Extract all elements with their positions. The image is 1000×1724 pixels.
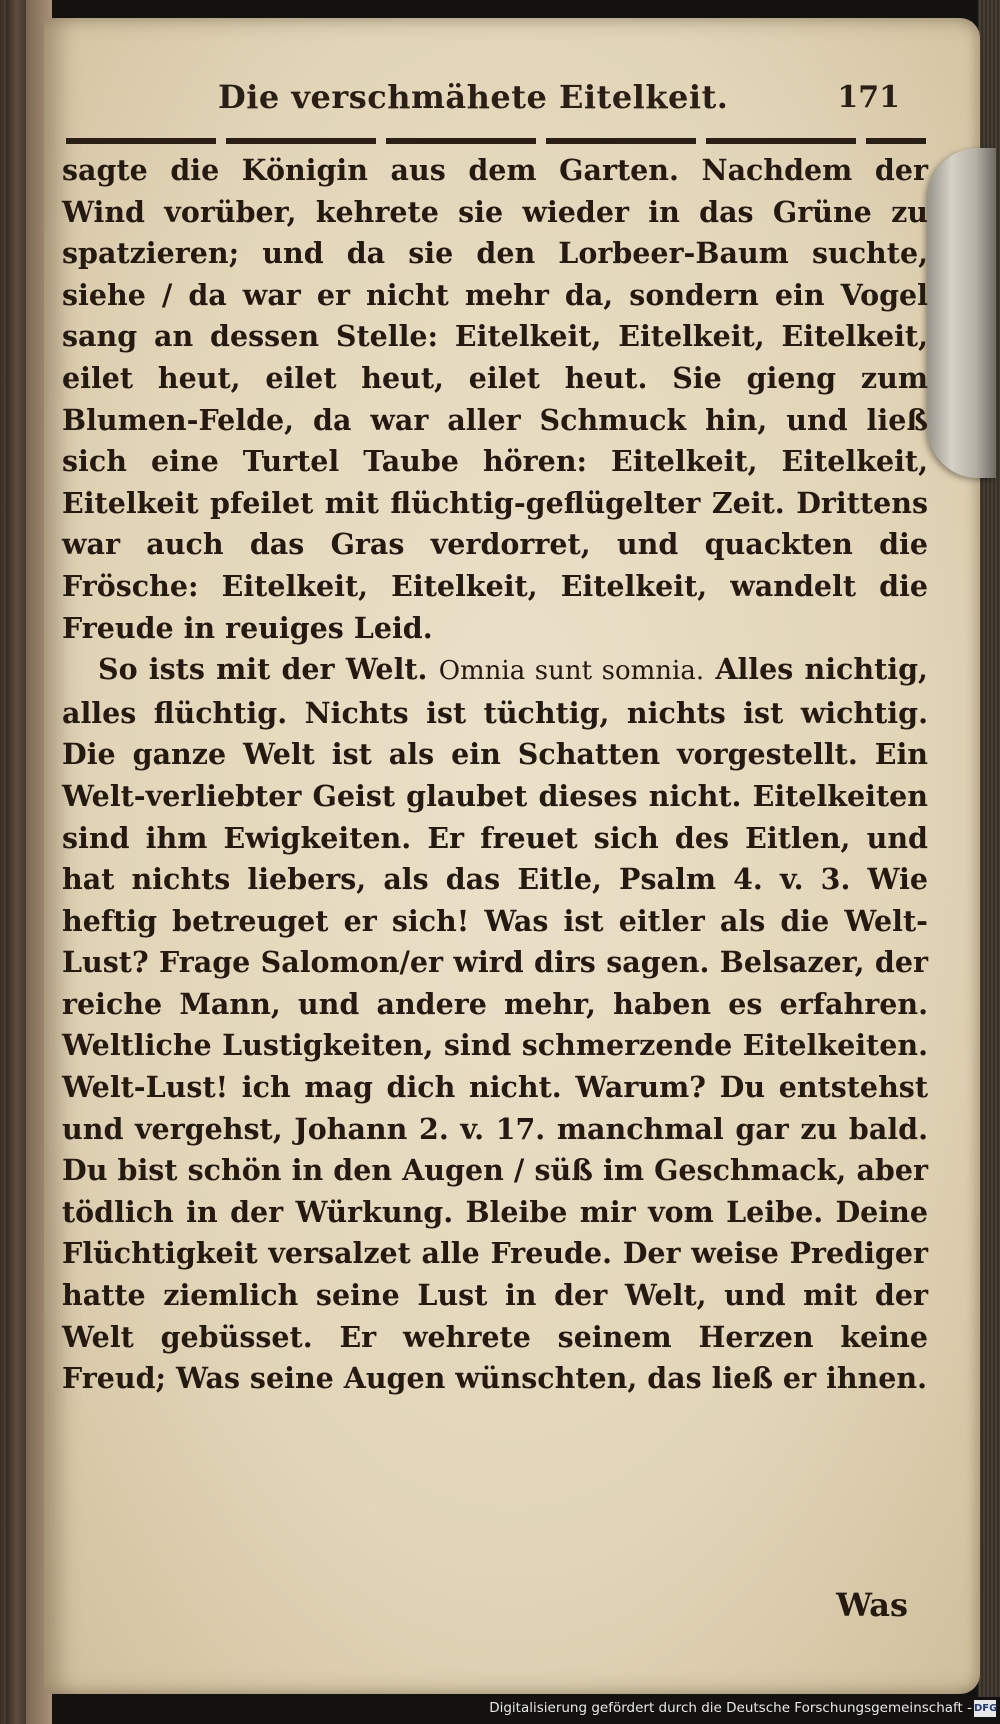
dfg-logo-icon: DFG	[974, 1700, 996, 1717]
latin-quote: Omnia sunt somnia.	[438, 656, 705, 687]
paragraph-2-rest: Alles nichtig, alles flüchtig. Nichts ist tüchtig, nichts ist wichtig. Die ganze Welt ist als ein Schatten vorgestellt. Ein Welt-verliebter Geist glaubet dieses nicht. Eitelkeiten sind ihm Ewigkeiten. Er freuet sich des Eitlen, und hat nichts liebers, als das Eitle, Psalm 4. v. 3. Wie heftig betreuget er sich! Was ist eitler als die Welt-Lust? Frage Salomon/er wird dirs sagen. Belsazer, der reiche Mann, und andere mehr, haben es erfahren. Weltliche Lustigkeiten, sind schmerzende Eitelkeiten. Welt-Lust! ich mag dich nicht. Warum? Du entstehst und vergehst, Johann 2. v. 17. manchmal gar zu bald. Du bist schön in den Augen / süß im Geschmack, aber tödlich in der Würkung. Bleibe mir vom Leibe. Deine Flüchtigkeit versalzet alle Freude. Der weise Prediger hatte ziemlich seine Lust in der Welt, und mit der Welt gebüsset. Er wehrete seinem Herzen keine Freud; Was seine Augen wünschten, das ließ er ihnen.	[62, 652, 928, 1396]
header-rule	[66, 138, 926, 144]
digitization-credit: Digitalisierung gefördert durch die Deutsche Forschungsgemeinschaft -	[489, 1700, 972, 1716]
page-number: 171	[837, 80, 900, 115]
catchword: Was	[836, 1586, 908, 1624]
running-head	[200, 78, 900, 122]
main-text	[62, 150, 928, 1400]
paragraph-1: sagte die Königin aus dem Garten. Nachdem der Wind vorüber, kehrete sie wieder in das Grüne zu spatzieren; und da sie den Lorbeer-Baum suchte, siehe / da war er nicht mehr da, sondern ein Vogel sang an dessen Stelle: Eitelkeit, Eitelkeit, Eitelkeit, eilet heut, eilet heut, eilet heut. Sie gieng zum Blumen-Felde, da war aller Schmuck hin, und ließ sich eine Turtel Taube hören: Eitelkeit, Eitelkeit, Eitelkeit pfeilet mit flüchtig-geflügelter Zeit. Drittens war auch das Gras verdorret, und quackten die Frösche: Eitelkeit, Eitelkeit, Eitelkeit, wandelt die Freude in reuiges Leid.	[62, 153, 928, 645]
book-spine	[6, 0, 26, 1724]
page-clip	[928, 148, 996, 478]
paragraph-2	[62, 649, 928, 1400]
running-head-title: Die verschmähete Eitelkeit.	[218, 78, 729, 116]
paragraph-2-start: So ists mit der Welt.	[98, 652, 428, 687]
